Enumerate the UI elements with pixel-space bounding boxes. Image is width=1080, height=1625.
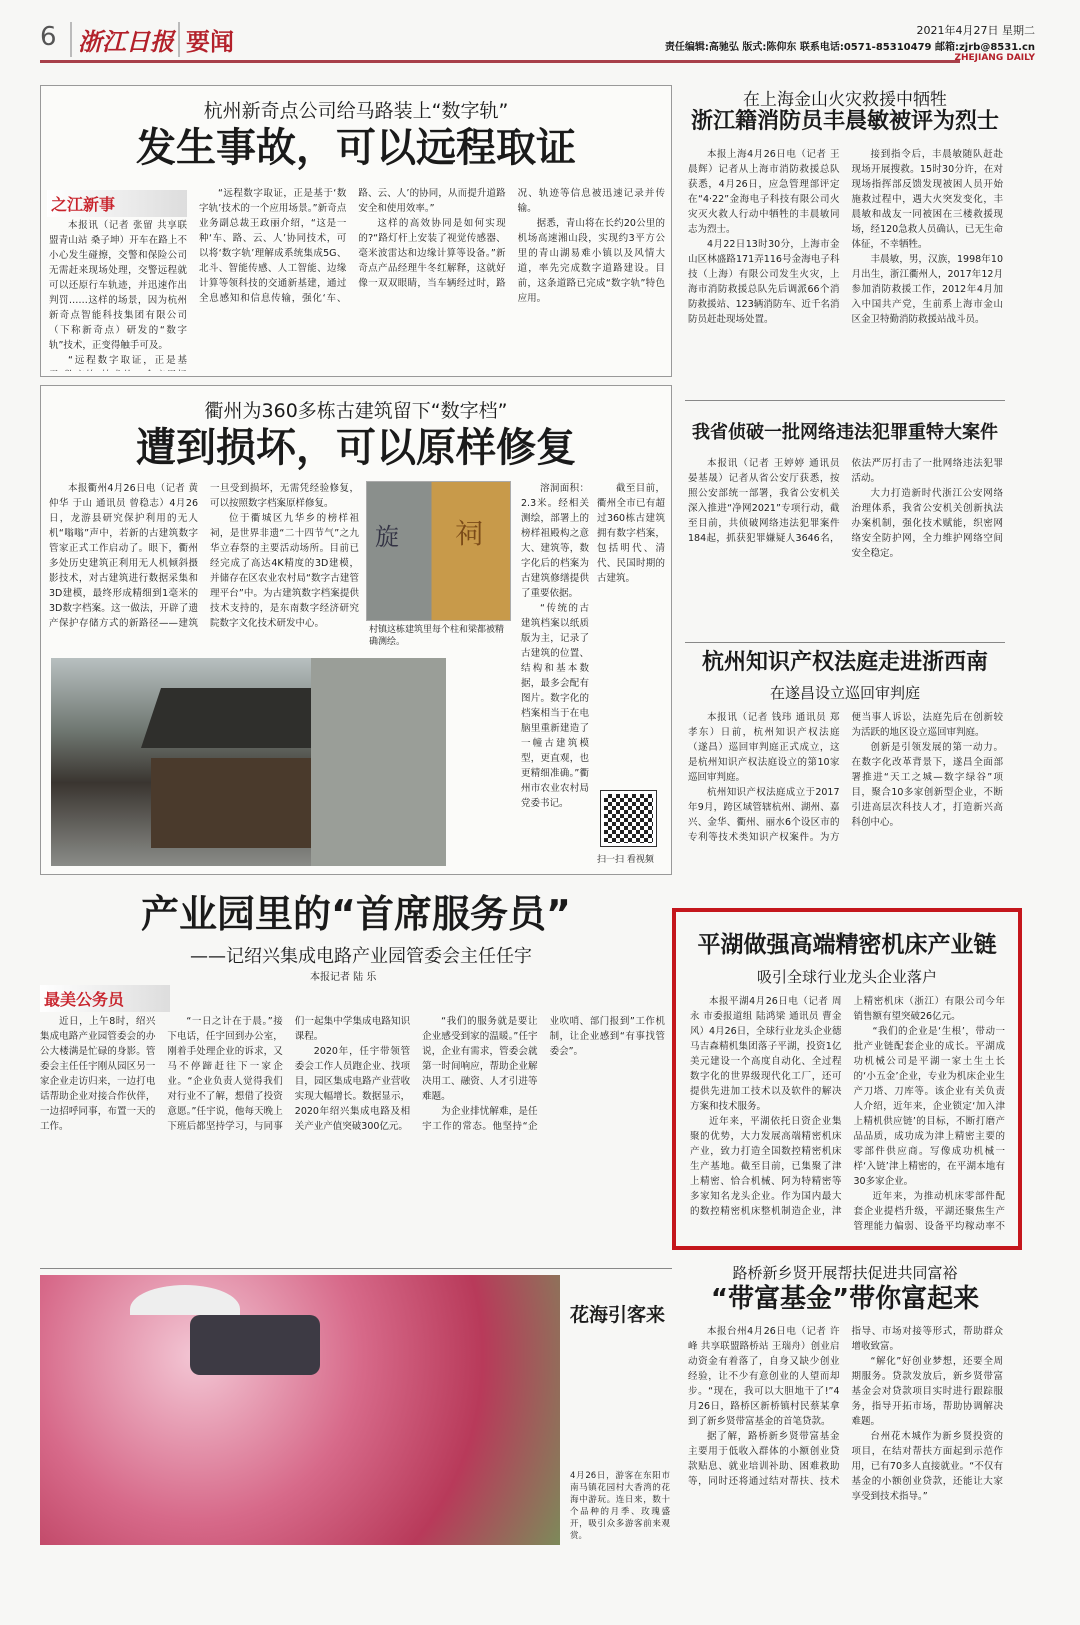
paragraph: 为企业排忧解难，是任宇工作的常态。他坚持“企业吹哨、部门报到”工作机制，让企业感到“有事找管委会”。 bbox=[422, 1016, 665, 1132]
paragraph: “我们的服务就是要让企业感受到家的温暖。”任宇说，企业有需求，管委会就第一时间响应，帮助企业解决用工、融资、人才引进等难题。 bbox=[422, 1016, 538, 1102]
paragraph: 近日，上午8时，绍兴集成电路产业园管委会的办公大楼满是忙碌的身影。管委会主任任宇刚从园区另一家企业走访归来，一边打电话帮助企业对接合作伙伴，一边招呼同事，布置一天的工作。 bbox=[40, 1016, 156, 1132]
photo-caption: 村镇这栋建筑里每个柱和梁都被精确测绘。 bbox=[369, 625, 505, 647]
paragraph: 2020年，任宇带领管委会工作人员跑企业、找项目，园区集成电路产业营收实现大幅增长。数据显示，2020年绍兴集成电路及相关产业产值突破300亿元。 bbox=[294, 1046, 411, 1132]
paragraph: 这样的高效协同是如何实现的?“路灯杆上安装了视觉传感器、毫米波雷达和边缘计算等设备。”新奇点产品经理牛冬红解释，这就好像一双双眼睛，当车辆经过时，路况、轨迹等信息被迅速记录并传输。 bbox=[358, 188, 665, 289]
qr-code[interactable] bbox=[601, 791, 656, 846]
article-ip-court bbox=[680, 648, 1010, 903]
plaque-char: 旋 bbox=[375, 523, 399, 551]
article-wealth-fund bbox=[680, 1262, 1010, 1547]
article-body bbox=[688, 710, 1003, 900]
article-body bbox=[49, 481, 359, 651]
article-kicker: 在上海金山火灾救援中牺牲 bbox=[743, 90, 947, 110]
article-headline: 产业园里的“首席服务员” bbox=[141, 892, 571, 936]
paragraph: 接到指令后，丰晨敏随队赶赴现场开展搜救。15时30分许，在对现场指挥部反馈发现被困人员开始施救过程中，遇大火突发变化，丰晨敏和战友一同被困在三楼救援现场，经120急救人员确认，已无生命体征，不幸牺牲。 bbox=[851, 149, 1003, 250]
paragraph: “一日之计在于晨。”接下电话，任宇回到办公室，刚着手处理企业的诉求，又马不停蹄赶往下一家企业。“企业负责人觉得我们对行业不了解，想借了投资意愿。”任宇说，他每天晚上下班后都坚持学习，与同事们一起集中学集成电路知识课程。 bbox=[167, 1016, 411, 1132]
paragraph: 近年来，为推动机床零部件配套企业提档升级，平湖还聚焦生产管理能力偏弱、设备平均稼动率不 bbox=[853, 1191, 1005, 1232]
photo-headline: 花海引客来 bbox=[570, 1304, 666, 1326]
flower-sea-photo bbox=[40, 1275, 560, 1545]
plaque-photo bbox=[366, 481, 511, 621]
paragraph: “远程数字取证，正是基于‘数字轨’技术的一个应用场景。”新奇点业务副总裁王政丽介绍，“这是一种‘车、路、云、人’协同技术，可以将‘数字轨’理解成系统集成5G、北斗、智能传感、人工智能、边缘计算等领科技的交通新基建，通过全息感知和信息传输，强化‘车、路、云、人’的协同，从而提升道路安全和使用效率。” bbox=[199, 188, 506, 304]
article-headline: “带富基金”带你富起来 bbox=[710, 1284, 980, 1314]
article-digital-track bbox=[40, 85, 672, 377]
paragraph: 本报讯（记者 王婷婷 通讯员 晏基晟）记者从省公安厅获悉，按照公安部统一部署，我省公安机关深入推进“净网2021”专项行动，截至目前，共侦破网络违法犯罪案件184起，抓获犯罪嫌疑人3646名，依法严厉打击了一批网络违法犯罪活动。 bbox=[688, 458, 1003, 544]
article-body bbox=[199, 186, 665, 371]
divider bbox=[685, 400, 1005, 401]
visitors bbox=[190, 1315, 320, 1375]
editor-info: 责任编辑:高驰弘 版式:陈仰东 联系电话:0571-85310479 邮箱:zjrb@8531.cn bbox=[664, 42, 1035, 53]
header-rule bbox=[40, 60, 960, 63]
ancestral-hall-photo bbox=[51, 658, 446, 866]
umbrella bbox=[130, 1285, 240, 1315]
highlighted-article-pinghu bbox=[672, 908, 1022, 1250]
courtyard bbox=[311, 658, 446, 866]
article-subhead: ——记绍兴集成电路产业园管委会主任任宇 bbox=[190, 946, 532, 967]
paragraph: 大力打造新时代浙江公安网络治理体系，我省公安机关创新执法办案机制，强化技术赋能，织密网络安全防护网，全力维护网络空间安全稳定。 bbox=[851, 488, 1003, 559]
plaque-char: 祠 bbox=[455, 517, 484, 550]
article-headline: 发生事故，可以远程取证 bbox=[136, 125, 576, 171]
section-title: 要闻 bbox=[178, 22, 234, 57]
paragraph: 杭州知识产权法庭成立于2017年9月，跨区域管辖杭州、湖州、嘉兴、金华、衢州、丽水6个设区市的专利等技术类知识产权案件。为方便当事人诉讼，法庭先后在创新较为活跃的地区设立巡回审判庭。 bbox=[688, 712, 1003, 843]
article-subhead: 吸引全球行业龙头企业落户 bbox=[756, 968, 937, 986]
paragraph: 本报平湖4月26日电（记者 周永 市委报道组 陆鸿梁 通讯员 曹金风）4月26日，全球行业龙头企业德马吉森精机集团落子平湖，投资1亿美元建设一个高度自动化、全过程数字化的世界级现代化工厂，还可提供先进加工技术以及软件的解决方案和技术服务。 bbox=[690, 996, 842, 1112]
article-byline: 本报记者 陆 乐 bbox=[310, 972, 377, 983]
paragraph: 丰晨敏，男，汉族，1998年10月出生，浙江衢州人，2017年12月参加消防救援工作，2012年4月加入中国共产党，生前系上海市金山区金卫特勤消防救援站战斗员。 bbox=[851, 254, 1003, 325]
paragraph: “远程数字取证，正是基 bbox=[68, 355, 187, 366]
paragraph: 台州花木城作为新乡贤投资的项目，在结对帮扶方面起到示范作用，已有70多人直接就业。“不仅有基金的小额创业贷款，还能让大家享受到技术指导。” bbox=[851, 1431, 1003, 1502]
photo-caption: 4月26日，游客在东阳市南马镇花园村大香湾的花海中游玩。连日来，数十个品种的月季、玫瑰盛开，吸引众多游客前来观赏。 bbox=[570, 1471, 670, 1541]
paragraph: 据悉，青山将在长约20公里的机场高速湘山段，实现约3平方公里的青山湖易难小镇以及风情大道，率先完成数字道路建设。目前，这条道路已完成“数字轨”特色应用。 bbox=[517, 218, 665, 304]
article-firefighter bbox=[680, 85, 1010, 375]
paragraph: 本报台州4月26日电（记者 许峰 共享联盟路桥站 王瑞舟）创业启动资金有着落了，自身又缺少创业经验，让不少有意创业的人望而却步。“现在，我可以大胆地干了!”4月26日，路桥区新桥镇村民蔡某拿到了新乡贤带富基金的首笔贷款。 bbox=[688, 1326, 840, 1427]
english-masthead: ZHEJIANG DAILY bbox=[954, 53, 1035, 63]
paragraph: 本报讯（记者 钱玮 通讯员 郑孝东）日前，杭州知识产权法庭（遂昌）巡回审判庭正式成立，这是杭州知识产权法庭设立的第10家巡回审判庭。 bbox=[688, 712, 840, 783]
article-body bbox=[690, 994, 1005, 1242]
article-body-right-col2 bbox=[597, 481, 665, 781]
paragraph: 本报衢州4月26日电（记者 黄仲华 于山 通讯员 曾稳志）4月26日，龙游县研究保护利用的无人机“嗡嗡”声中，若新的古建筑数字管家正式工作启动了。眼下，衢州多处历史建筑正利用无人机倾斜摄影技术，对古建筑进行数据采集和3D建模，最终形成精细到1毫米的3D数字档案。这一做法，开辟了遗产保护存储方式的新路径——建筑一旦受到损坏，无需凭经验修复，可以按照数字档案原样修复。 bbox=[49, 483, 359, 629]
paragraph: 本报上海4月26日电（记者 王晨辉）记者从上海市消防救援总队获悉，4月26日，应急管理部评定在“4·22”金海电子科技有限公司火灾灭火救人行动中牺牲的丰晨敏同志为烈士。 bbox=[688, 149, 840, 235]
hall-facade bbox=[151, 758, 331, 848]
paragraph: 据了解，路桥新乡贤带富基金主要用于低收入群体的小额创业贷款贴息、就业培训补助、困难救助等，同时还将通过结对帮扶、技术指导、市场对接等形式，帮助群众增收致富。 bbox=[688, 1326, 1003, 1487]
article-chief-servant bbox=[40, 890, 672, 1265]
divider bbox=[685, 642, 1005, 643]
article-body bbox=[688, 456, 1003, 641]
paragraph: 创新是引领发展的第一动力。在数字化改革背景下，遂昌全面部署推进“天工之城—数字绿谷”项目，聚合10多家创新型企业，不断引进高层次科技人才，打造新兴高科创中心。 bbox=[851, 742, 1003, 828]
paragraph: 本报讯（记者 张留 共享联盟青山站 桑子坤）开车在路上不小心发生碰擦，交警和保险公司无需赶来现场处理，交警远程就可以还原行车轨迹，并迅速作出判罚……这样的场景，因为杭州新奇点智能科技集团有限公司（下称新奇点）研发的“数字轨”技术，正变得触手可及。 bbox=[49, 220, 187, 351]
article-body-right-col1 bbox=[521, 481, 589, 856]
column-label: 之江新事 bbox=[47, 190, 187, 217]
column-label: 最美公务员 bbox=[40, 985, 170, 1012]
article-body bbox=[40, 1014, 665, 1262]
paragraph: 近年来，平湖依托日资企业集聚的优势，大力发展高端精密机床产业，致力打造全国数控精密机床生产基地。截至目前，已集聚了津上精密、恰合机械、阿为特精密等多家知名龙头企业。作为国内最大的数控精密机床整机制造企业，津上精密机床（浙江）有限公司今年销售额有望突破26亿元。 bbox=[690, 996, 1005, 1217]
issue-date: 2021年4月27日 星期二 bbox=[916, 24, 1035, 37]
article-headline: 浙江籍消防员丰晨敏被评为烈士 bbox=[690, 109, 999, 134]
article-kicker: 杭州新奇点公司给马路装上“数字轨” bbox=[203, 100, 509, 122]
paragraph: “传统的古建筑档案以纸质版为主，记录了古建筑的位置、结构和基本数据，最多会配有图片。数字化的档案相当于在电脑里重新建造了一幢古建筑模型，更直观，也更精细准确。”衢州市农业农村局党委书记。 bbox=[521, 603, 589, 809]
article-headline: 平湖做强高端精密机床产业链 bbox=[697, 932, 997, 958]
article-headline: 杭州知识产权法庭走进浙西南 bbox=[701, 650, 988, 675]
article-body-col1 bbox=[49, 218, 187, 371]
page-number: 6 bbox=[40, 22, 57, 52]
paragraph: “我们的企业是‘生根’，带动一批产业链配套企业的成长。平湖成功机械公司是平湖一家土生土长的‘小五金’企业，专业为机床企业生产刀塔、刀库等。该企业有关负责人介绍，近年来，企业锁定‘加入津上精机供应链’的目标，不断打磨产品品质，成功成为津上精密主要的零部件供应商。写像成功机械一样‘入链’津上精密的，在平湖本地有30多家企业。 bbox=[853, 1026, 1005, 1187]
newspaper-logo: 浙江日报 bbox=[70, 22, 174, 57]
paragraph: 4月22日13时30分，上海市金山区林盛路171弄116号金海电子科技（上海）有限公司发生火灾，上海市消防救援总队先后调派66个消防救援站、123辆消防车、近千名消防员赶赴现场处置。 bbox=[688, 239, 840, 325]
article-body bbox=[688, 147, 1003, 372]
paragraph: 截至目前，衢州全市已有超过360栋古建筑拥有数字档案，包括明代、清代、民国时期的古建筑。 bbox=[597, 483, 665, 584]
paragraph: 溶洞面积：2.3米。经相关测绘，部署上的榜样祖殿构之意大、建筑等，数字化后的档案为古建筑修缮提供了重要依据。 bbox=[521, 483, 589, 599]
article-kicker: 衢州为360多栋古建筑留下“数字档” bbox=[204, 400, 508, 422]
article-headline: 遭到损坏，可以原样修复 bbox=[136, 425, 576, 471]
article-ancient-buildings bbox=[40, 385, 672, 875]
article-kicker: 路桥新乡贤开展帮扶促进共同富裕 bbox=[732, 1264, 958, 1282]
paragraph: 位于衢城区九华乡的榜样祖祠，是世界非遗“二十四节气”之九华立春祭的主要活动场所。目前已经完成了高达4K精度的3D建模，并储存在区农业农村局“数字古建管理平台”中。为古建筑数字档案提供技术支持的，是东南数字经济研究院数字文化技术研发中心。 bbox=[210, 513, 359, 629]
article-cybercrime bbox=[680, 418, 1010, 643]
article-subhead: 在遂昌设立巡回审判庭 bbox=[769, 684, 920, 702]
article-headline: 我省侦破一批网络违法犯罪重特大案件 bbox=[692, 422, 998, 443]
divider bbox=[40, 1268, 672, 1269]
paragraph: “解化”好创业梦想，还要全周期服务。贷款发放后，新乡贤带富基金会对贷款项目实时进行跟踪服务，指导开拓市场，帮助协调解决难题。 bbox=[851, 1356, 1003, 1427]
article-body bbox=[688, 1324, 1003, 1546]
qr-caption: 扫一扫 看视频 bbox=[597, 855, 654, 865]
